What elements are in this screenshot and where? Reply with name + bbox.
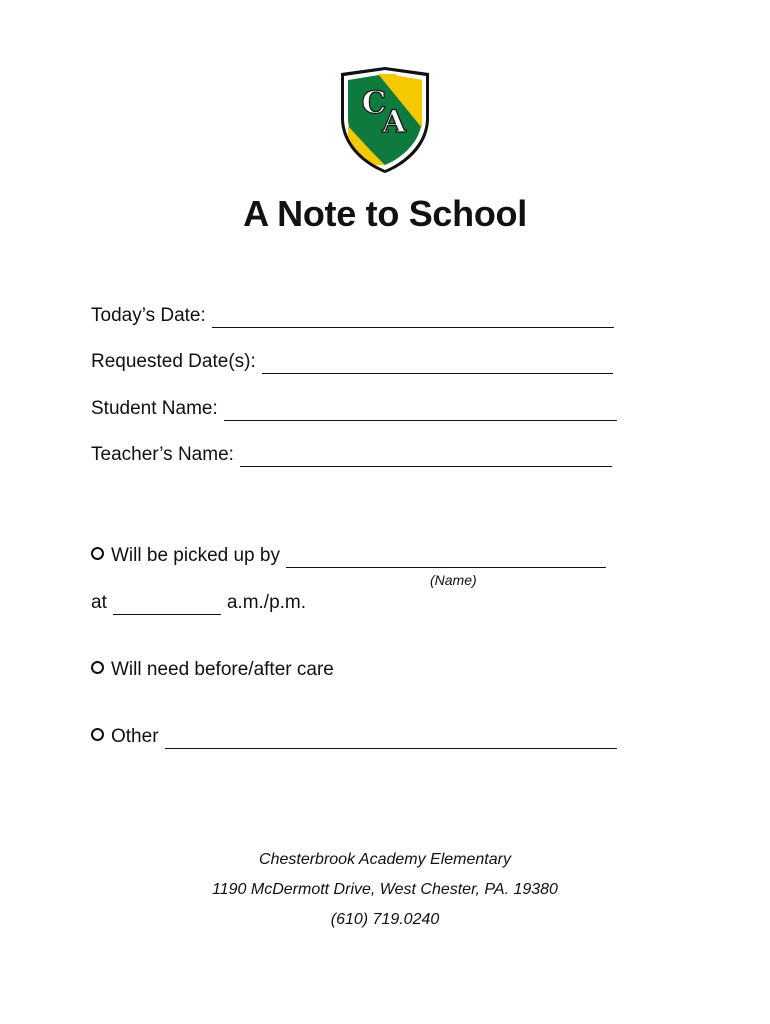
pickup-time-input[interactable] (113, 595, 221, 615)
school-phone: (610) 719.0240 (330, 911, 440, 928)
other-input[interactable] (165, 729, 617, 749)
shield-icon (338, 66, 432, 174)
before-after-care-label: Will need before/after care (111, 659, 334, 680)
svg-text:C: C (361, 85, 387, 121)
other-label: Other (111, 726, 159, 747)
student-name-input[interactable] (224, 401, 617, 421)
other-radio[interactable] (91, 728, 104, 741)
teachers-name-label: Teacher’s Name: (91, 444, 234, 465)
picked-up-label: Will be picked up by (111, 545, 280, 566)
name-hint: (Name) (430, 572, 477, 588)
school-name: Chesterbrook Academy Elementary (259, 851, 511, 868)
picked-up-radio[interactable] (91, 547, 104, 560)
school-logo (338, 66, 432, 174)
requested-dates-input[interactable] (262, 354, 613, 374)
requested-dates-row (91, 350, 613, 374)
before-after-care-radio[interactable] (91, 661, 104, 674)
teachers-name-input[interactable] (240, 447, 612, 467)
ampm-label: a.m./p.m. (226, 592, 307, 613)
other-row (91, 725, 617, 749)
teachers-name-row (91, 443, 612, 467)
todays-date-row (91, 304, 614, 328)
before-after-care-row (91, 658, 334, 682)
svg-text:A: A (381, 104, 407, 140)
todays-date-input[interactable] (212, 308, 614, 328)
picked-up-row (91, 544, 606, 568)
todays-date-label: Today’s Date: (91, 305, 206, 326)
student-name-row (91, 397, 617, 421)
student-name-label: Student Name: (91, 398, 218, 419)
picked-up-by-input[interactable] (286, 548, 606, 568)
pickup-time-row (91, 591, 306, 615)
page-title: A Note to School (243, 193, 527, 234)
requested-dates-label: Requested Date(s): (91, 351, 256, 372)
at-label: at (91, 592, 107, 613)
school-address: 1190 McDermott Drive, West Chester, PA. 19380 (212, 881, 558, 898)
